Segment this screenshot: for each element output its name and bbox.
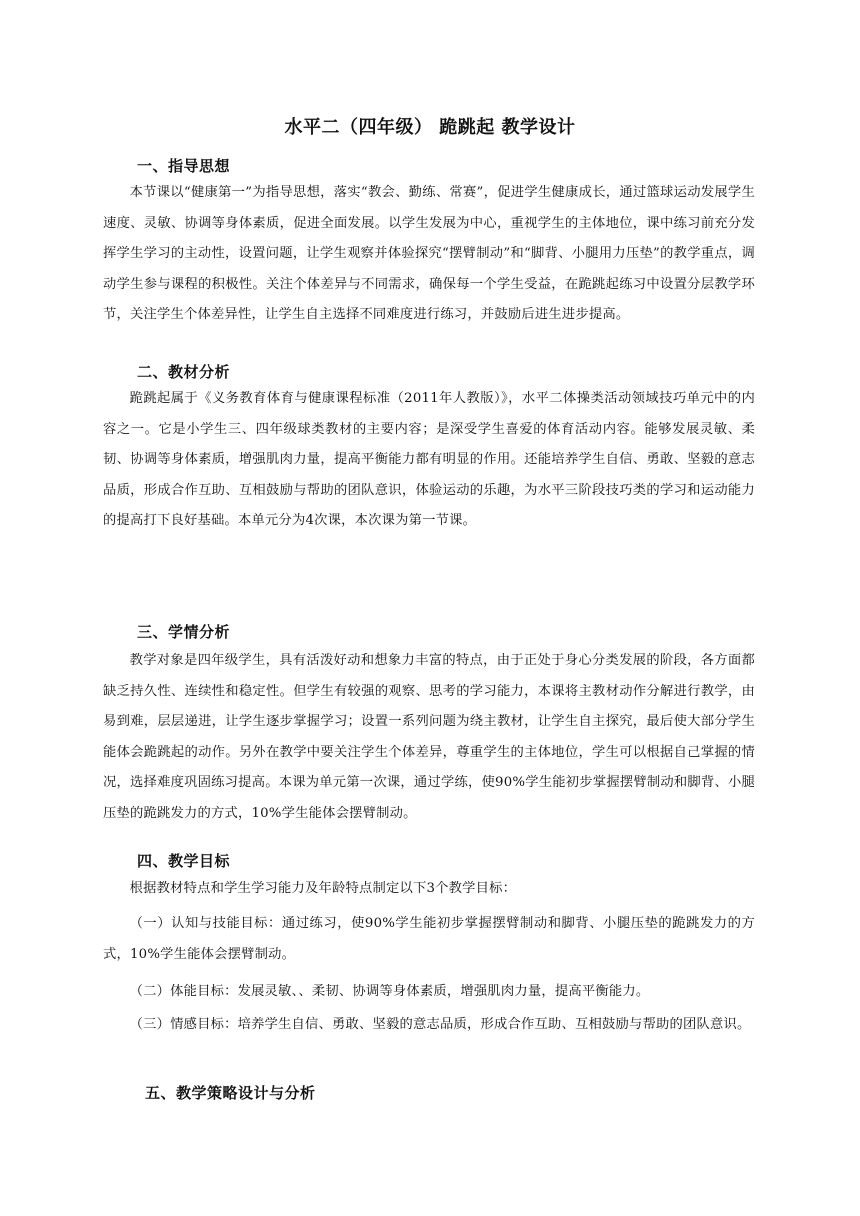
section-heading-material-analysis: 二、教材分析 bbox=[137, 363, 231, 381]
section-heading-guiding-ideology: 一、指导思想 bbox=[137, 157, 231, 175]
paragraph-learner-analysis: 教学对象是四年级学生，具有活泼好动和想象力丰富的特点，由于正处于身心分类发展的阶段，各方面都缺乏持久性、连续性和稳定性。但学生有较强的观察、思考的学习能力，本课将主教材动作分解进行教学，由易到难，层层递进，让学生逐步掌握学习；设置一系列问题为绕主教材，让学生自主探究，最后使大部分学生能体会跪跳起的动作。另外在教学中要关注学生个体差异，尊重学生的主体地位，学生可以根据自己掌握的情况，选择难度巩固练习提高。本课为单元第一次课，通过学练，使90%学生能初步掌握摆臂制动和脚背、小腿压垫的跪跳发力的方式，10%学生能体会摆臂制动。 bbox=[103, 653, 755, 821]
paragraph-objectives-intro: 根据教材特点和学生学习能力及年龄特点制定以下3个教学目标： bbox=[129, 881, 517, 896]
paragraph-guiding-ideology: 本节课以“健康第一”为指导思想，落实“教会、勤练、常赛”，促进学生健康成长，通过篮球运动发展学生速度、灵敏、协调等身体素质，促进全面发展。以学生发展为中心，重视学生的主体地位，课中练习前充分发挥学生学习的主动性，设置问题，让学生观察并体验探究“摆臂制动”和“脚背、小腿用力压垫”的教学重点，调动学生参与课程的积极性。关注个体差异与不同需求，确保每一个学生受益，在跪跳起练习中设置分层教学环节，关注学生个体差异性，让学生自主选择不同难度进行练习，并鼓励后进生进步提高。 bbox=[103, 185, 755, 322]
section-heading-teaching-strategy: 五、教学策略设计与分析 bbox=[145, 1084, 316, 1102]
section-heading-learner-analysis: 三、学情分析 bbox=[137, 623, 231, 641]
document-title: 水平二（四年级） 跪跳起 教学设计 bbox=[284, 117, 576, 138]
paragraph-objective-cognitive-skill: （一）认知与技能目标：通过练习，使90%学生能初步掌握摆臂制动和脚背、小腿压垫的跪跳发力的方式，10%学生能体会摆臂制动。 bbox=[103, 916, 755, 962]
paragraph-objective-physical: （二）体能目标：发展灵敏、、柔韧、协调等身体素质，增强肌肉力量，提高平衡能力。 bbox=[129, 984, 650, 999]
section-heading-teaching-objectives: 四、教学目标 bbox=[137, 852, 231, 870]
paragraph-material-analysis: 跪跳起属于《义务教育体育与健康课程标准（2011年人教版）》，水平二体操类活动领域技巧单元中的内容之一。它是小学生三、四年级球类教材的主要内容；是深受学生喜爱的体育活动内容。能够发展灵敏、柔韧、协调等身体素质，增强肌肉力量，提高平衡能力都有明显的作用。还能培养学生自信、勇敢、坚毅的意志品质，形成合作互助、互相鼓励与帮助的团队意识，体验运动的乐趣，为水平三阶段技巧类的学习和运动能力的提高打下良好基础。本单元分为4次课，本次课为第一节课。 bbox=[103, 391, 755, 528]
paragraph-objective-emotional: （三）情感目标：培养学生自信、勇敢、坚毅的意志品质，形成合作互助、互相鼓励与帮助的团队意识。 bbox=[129, 1017, 751, 1032]
